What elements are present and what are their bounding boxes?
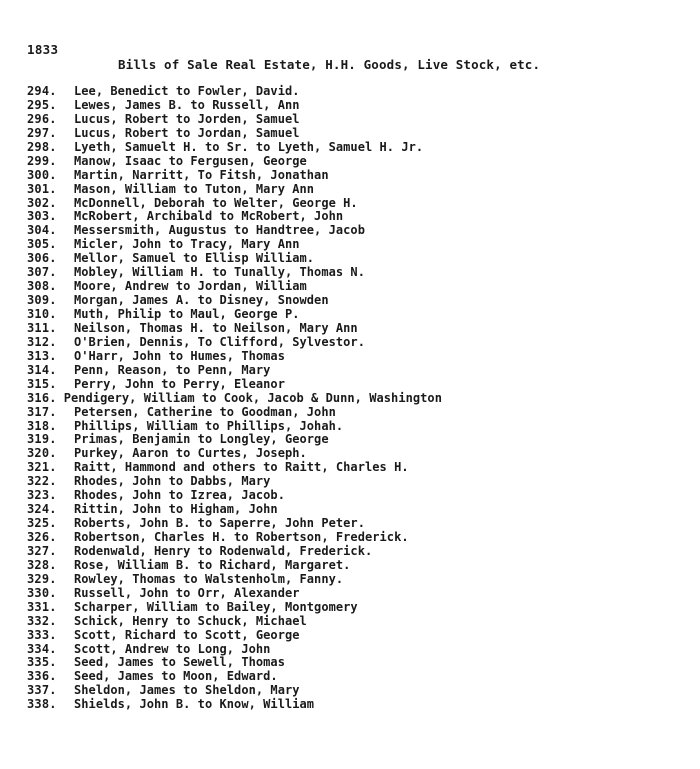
list-item: [27, 350, 442, 364]
entry-text: Schick, Henry to Schuck, Michael: [74, 613, 307, 628]
entry-text: Shields, John B. to Know, William: [74, 697, 315, 712]
list-item: [27, 503, 442, 517]
entry-text: Sheldon, James to Sheldon, Mary: [74, 683, 300, 698]
entry-text: Morgan, James A. to Disney, Snowden: [74, 293, 329, 308]
entry-text: McDonnell, Deborah to Welter, George H.: [74, 195, 358, 210]
entry-number: 322.: [27, 474, 57, 489]
entry-text: Manow, Isaac to Fergusen, George: [74, 153, 307, 168]
entry-number: 310.: [27, 307, 57, 321]
list-item: [27, 183, 442, 197]
entry-number: 321.: [27, 460, 57, 475]
entry-text: Mobley, William H. to Tunally, Thomas N.: [74, 265, 365, 280]
entry-text: Seed, James to Moon, Edward.: [74, 669, 278, 684]
entry-number: 307.: [27, 265, 57, 280]
list-item: [27, 294, 442, 308]
entry-number: 295.: [27, 97, 57, 112]
list-item: [27, 266, 442, 280]
entry-text: Seed, James to Sewell, Thomas: [74, 655, 285, 670]
entry-number: 305.: [27, 237, 57, 252]
list-item: [27, 155, 442, 169]
entry-number: 309.: [27, 293, 57, 308]
entry-text: McRobert, Archibald to McRobert, John: [74, 209, 344, 224]
entry-text: Rittin, John to Higham, John: [74, 502, 278, 517]
entry-number: 324.: [27, 502, 57, 517]
list-item: [27, 420, 442, 434]
list-item: [27, 643, 442, 657]
list-item: [27, 197, 442, 211]
entry-number: 311.: [27, 320, 57, 335]
entry-text: Raitt, Hammond and others to Raitt, Charles H.: [74, 460, 409, 475]
entry-text: Robertson, Charles H. to Robertson, Frederick.: [74, 530, 409, 544]
entry-text: Lucus, Robert to Jordan, Samuel: [74, 125, 300, 140]
page-year: 1833: [27, 42, 59, 57]
entry-number: 316.: [27, 390, 57, 405]
entry-number: 306.: [27, 251, 57, 266]
entry-number: 313.: [27, 348, 57, 363]
list-item: [27, 670, 442, 684]
entry-text: Mason, William to Tuton, Mary Ann: [74, 181, 315, 196]
entry-text: Scharper, William to Bailey, Montgomery: [74, 599, 358, 614]
list-item: [27, 392, 442, 406]
entry-text: Lyeth, Samuelt H. to Sr. to Lyeth, Samuel H. Jr.: [74, 139, 424, 154]
entry-text: Micler, John to Tracy, Mary Ann: [74, 237, 300, 252]
entry-text: Rhodes, John to Dabbs, Mary: [74, 474, 271, 489]
list-item: [27, 238, 442, 252]
list-item: [27, 615, 442, 629]
entry-number: 296.: [27, 111, 57, 126]
list-item: [27, 587, 442, 601]
list-item: [27, 461, 442, 475]
entry-number: 335.: [27, 655, 57, 670]
list-item: [27, 698, 442, 712]
list-item: [27, 406, 442, 420]
entry-text: Pendigery, William to Cook, Jacob & Dunn, Washington: [63, 390, 442, 405]
entry-text: Messersmith, Augustus to Handtree, Jacob: [74, 223, 365, 238]
list-item: [27, 447, 442, 461]
list-item: [27, 141, 442, 155]
list-item: [27, 210, 442, 224]
entry-text: Phillips, William to Phillips, Johah.: [74, 418, 344, 433]
entry-list: [27, 85, 442, 712]
entry-number: 304.: [27, 223, 57, 238]
entry-number: 298.: [27, 139, 57, 154]
entry-number: 312.: [27, 334, 57, 349]
entry-text: Lee, Benedict to Fowler, David.: [74, 84, 300, 98]
entry-number: 319.: [27, 432, 57, 447]
list-item: [27, 433, 442, 447]
list-item: [27, 475, 442, 489]
list-item: [27, 224, 442, 238]
entry-text: Petersen, Catherine to Goodman, John: [74, 404, 336, 419]
entry-text: Martin, Narritt, To Fitsh, Jonathan: [74, 167, 329, 182]
entry-text: Scott, Richard to Scott, George: [74, 627, 300, 642]
list-item: [27, 127, 442, 141]
entry-number: 320.: [27, 446, 57, 461]
entry-text: Neilson, Thomas H. to Neilson, Mary Ann: [74, 320, 358, 335]
list-item: [27, 559, 442, 573]
list-item: [27, 85, 442, 99]
entry-text: Scott, Andrew to Long, John: [74, 641, 271, 656]
entry-number: 297.: [27, 125, 57, 140]
entry-text: Primas, Benjamin to Longley, George: [74, 432, 329, 447]
entry-number: 334.: [27, 641, 57, 656]
list-item: [27, 531, 442, 545]
entry-number: 315.: [27, 376, 57, 391]
entry-number: 314.: [27, 362, 57, 377]
entry-text: Russell, John to Orr, Alexander: [74, 585, 300, 600]
entry-number: 329.: [27, 571, 57, 586]
entry-number: 332.: [27, 613, 57, 628]
entry-text: Purkey, Aaron to Curtes, Joseph.: [74, 446, 307, 461]
entry-number: 303.: [27, 209, 57, 224]
entry-text: Rose, William B. to Richard, Margaret.: [74, 557, 351, 572]
entry-number: 333.: [27, 627, 57, 642]
entry-number: 317.: [27, 404, 57, 419]
entry-text: O'Harr, John to Humes, Thomas: [74, 348, 285, 363]
entry-number: 294.: [27, 84, 57, 98]
entry-text: Rhodes, John to Izrea, Jacob.: [74, 488, 285, 503]
list-item: [27, 601, 442, 615]
entry-number: 302.: [27, 195, 57, 210]
list-item: [27, 336, 442, 350]
list-item: [27, 573, 442, 587]
list-item: [27, 545, 442, 559]
entry-text: Roberts, John B. to Saperre, John Peter.: [74, 516, 365, 531]
entry-text: Mellor, Samuel to Ellisp William.: [74, 251, 315, 266]
list-item: [27, 629, 442, 643]
entry-number: 330.: [27, 585, 57, 600]
entry-number: 299.: [27, 153, 57, 168]
list-item: [27, 684, 442, 698]
entry-number: 323.: [27, 488, 57, 503]
entry-number: 336.: [27, 669, 57, 684]
entry-text: Rodenwald, Henry to Rodenwald, Frederick.: [74, 543, 373, 558]
list-item: [27, 308, 442, 322]
list-item: [27, 322, 442, 336]
entry-text: Lewes, James B. to Russell, Ann: [74, 97, 300, 112]
entry-text: Muth, Philip to Maul, George P.: [74, 307, 300, 321]
entry-number: 327.: [27, 543, 57, 558]
entry-text: Lucus, Robert to Jorden, Samuel: [74, 111, 300, 126]
entry-number: 326.: [27, 530, 57, 544]
list-item: [27, 113, 442, 127]
entry-text: Penn, Reason, to Penn, Mary: [74, 362, 271, 377]
entry-number: 325.: [27, 516, 57, 531]
entry-text: Perry, John to Perry, Eleanor: [74, 376, 285, 391]
entry-number: 328.: [27, 557, 57, 572]
list-item: [27, 378, 442, 392]
entry-number: 300.: [27, 167, 57, 182]
list-item: [27, 280, 442, 294]
entry-number: 337.: [27, 683, 57, 698]
entry-text: Moore, Andrew to Jordan, William: [74, 279, 307, 294]
entry-number: 318.: [27, 418, 57, 433]
entry-number: 301.: [27, 181, 57, 196]
list-item: [27, 364, 442, 378]
list-item: [27, 252, 442, 266]
entry-text: Rowley, Thomas to Walstenholm, Fanny.: [74, 571, 344, 586]
list-item: [27, 169, 442, 183]
page-title: Bills of Sale Real Estate, H.H. Goods, Live Stock, etc.: [118, 57, 541, 72]
entry-number: 308.: [27, 279, 57, 294]
list-item: [27, 99, 442, 113]
entry-number: 338.: [27, 697, 57, 712]
list-item: [27, 517, 442, 531]
list-item: [27, 489, 442, 503]
entry-number: 331.: [27, 599, 57, 614]
list-item: [27, 656, 442, 670]
entry-text: O'Brien, Dennis, To Clifford, Sylvestor.: [74, 334, 365, 349]
